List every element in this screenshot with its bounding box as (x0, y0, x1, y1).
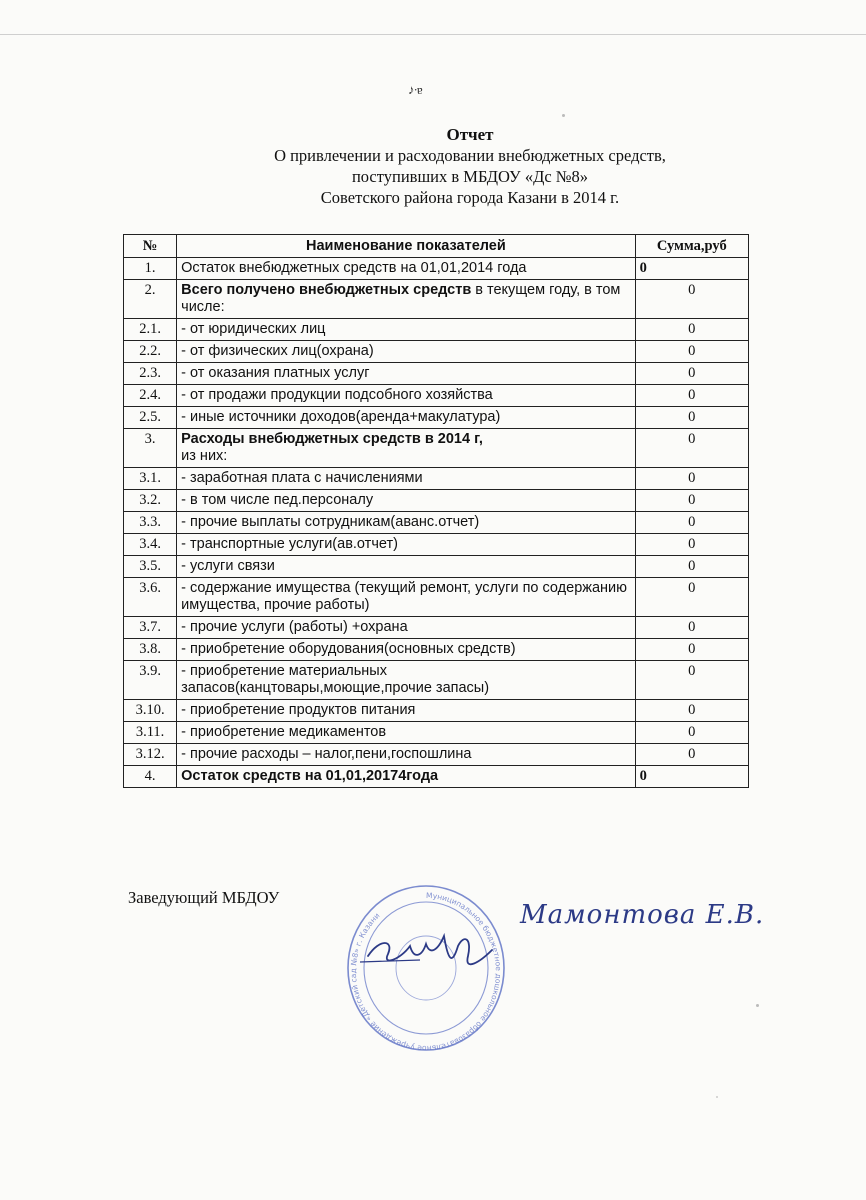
page-edge (0, 34, 866, 35)
row-sum: 0 (635, 363, 748, 385)
signature-name: Мамонтова Е.В. (520, 900, 765, 930)
row-sum: 0 (635, 319, 748, 341)
row-sum: 0 (635, 661, 748, 700)
row-name: Остаток средств на 01,01,20174года (177, 766, 635, 788)
table-row (124, 766, 749, 788)
table-row (124, 468, 749, 490)
row-name-bold: Всего получено внебюджетных средств (181, 282, 472, 298)
row-number: 1. (124, 258, 177, 280)
table-row (124, 744, 749, 766)
row-number: 3.5. (124, 556, 177, 578)
row-sum: 0 (635, 578, 748, 617)
scan-speck (562, 114, 565, 117)
row-sum: 0 (635, 556, 748, 578)
row-number: 3.2. (124, 490, 177, 512)
table-row (124, 319, 749, 341)
row-name: - прочие расходы – налог,пени,госпошлина (177, 744, 635, 766)
table-row (124, 534, 749, 556)
row-number: 3.3. (124, 512, 177, 534)
row-sum: 0 (635, 468, 748, 490)
scan-speck (756, 1004, 759, 1007)
scan-mark: ♪·ɐ (408, 82, 422, 97)
table-row (124, 661, 749, 700)
row-sum: 0 (635, 280, 748, 319)
table-row (124, 341, 749, 363)
row-sum: 0 (635, 490, 748, 512)
column-header-name: Наименование показателей (177, 235, 635, 258)
row-name: - приобретение материальных запасов(канцтовары,моющие,прочие запасы) (177, 661, 635, 700)
row-name: - в том числе пед.персоналу (177, 490, 635, 512)
row-sum: 0 (635, 407, 748, 429)
table-header-row (124, 235, 749, 258)
table-row (124, 722, 749, 744)
table-row (124, 512, 749, 534)
table-row (124, 617, 749, 639)
row-number: 2.2. (124, 341, 177, 363)
row-number: 2.4. (124, 385, 177, 407)
row-name: - приобретение оборудования(основных средств) (177, 639, 635, 661)
row-number: 2. (124, 280, 177, 319)
table-row (124, 429, 749, 468)
row-name-rest: из них: (181, 448, 228, 464)
table-row (124, 280, 749, 319)
row-name: - заработная плата с начислениями (177, 468, 635, 490)
row-sum: 0 (635, 429, 748, 468)
row-sum: 0 (635, 512, 748, 534)
row-sum: 0 (635, 722, 748, 744)
row-sum: 0 (635, 385, 748, 407)
row-name (177, 429, 635, 468)
report-title: Отчет (446, 125, 494, 144)
row-number: 3.6. (124, 578, 177, 617)
row-name: - приобретение продуктов питания (177, 700, 635, 722)
row-number: 3.7. (124, 617, 177, 639)
row-number: 3.1. (124, 468, 177, 490)
row-name: - прочие услуги (работы) +охрана (177, 617, 635, 639)
scan-speck (716, 1096, 718, 1098)
row-sum: 0 (635, 258, 748, 280)
row-number: 2.3. (124, 363, 177, 385)
row-name: - транспортные услуги(ав.отчет) (177, 534, 635, 556)
report-table (123, 234, 749, 788)
row-name: - от продажи продукции подсобного хозяйства (177, 385, 635, 407)
column-header-number: № (124, 235, 177, 258)
report-subtitle-line2: поступивших в МБДОУ «Дс №8» (351, 167, 589, 186)
table-row (124, 639, 749, 661)
row-number: 3.10. (124, 700, 177, 722)
row-number: 3.12. (124, 744, 177, 766)
report-subtitle-line1: О привлечении и расходовании внебюджетных средств, (274, 146, 666, 165)
row-name: - содержание имущества (текущий ремонт, услуги по содержанию имущества, прочие работы) (177, 578, 635, 617)
row-name-bold: Расходы внебюджетных средств в 2014 г, (181, 431, 483, 447)
row-name (177, 280, 635, 319)
row-name-rest: в текущем году, в том числе: (181, 282, 621, 315)
row-number: 2.1. (124, 319, 177, 341)
table-row (124, 490, 749, 512)
row-name: - от оказания платных услуг (177, 363, 635, 385)
report-subtitle-line3: Советского района города Казани в 2014 г. (320, 188, 620, 207)
row-number: 3.4. (124, 534, 177, 556)
row-name: Остаток внебюджетных средств на 01,01,2014 года (177, 258, 635, 280)
row-name: - иные источники доходов(аренда+макулатура) (177, 407, 635, 429)
row-number: 3.9. (124, 661, 177, 700)
row-number: 3. (124, 429, 177, 468)
column-header-sum: Сумма,руб (635, 235, 748, 258)
row-number: 3.11. (124, 722, 177, 744)
table-row (124, 258, 749, 280)
row-number: 2.5. (124, 407, 177, 429)
row-number: 3.8. (124, 639, 177, 661)
table-row (124, 363, 749, 385)
row-name: - от юридических лиц (177, 319, 635, 341)
table-row (124, 578, 749, 617)
row-number: 4. (124, 766, 177, 788)
table-row (124, 700, 749, 722)
row-sum: 0 (635, 700, 748, 722)
table-row (124, 385, 749, 407)
table-row (124, 407, 749, 429)
row-sum: 0 (635, 744, 748, 766)
table-row (124, 556, 749, 578)
row-sum: 0 (635, 617, 748, 639)
row-name: - приобретение медикаментов (177, 722, 635, 744)
handwritten-initials (360, 916, 510, 986)
stamp-ring-text: Муниципальное бюджетное дошкольное образовательное учреждение «Детский сад №8» г. Казани (348, 890, 503, 1054)
row-sum: 0 (635, 766, 748, 788)
report-header (160, 124, 780, 208)
row-sum: 0 (635, 341, 748, 363)
row-name: - от физических лиц(охрана) (177, 341, 635, 363)
row-sum: 0 (635, 639, 748, 661)
row-name: - прочие выплаты сотрудникам(аванс.отчет) (177, 512, 635, 534)
row-name: - услуги связи (177, 556, 635, 578)
signatory-position: Заведующий МБДОУ (128, 888, 280, 907)
row-sum: 0 (635, 534, 748, 556)
